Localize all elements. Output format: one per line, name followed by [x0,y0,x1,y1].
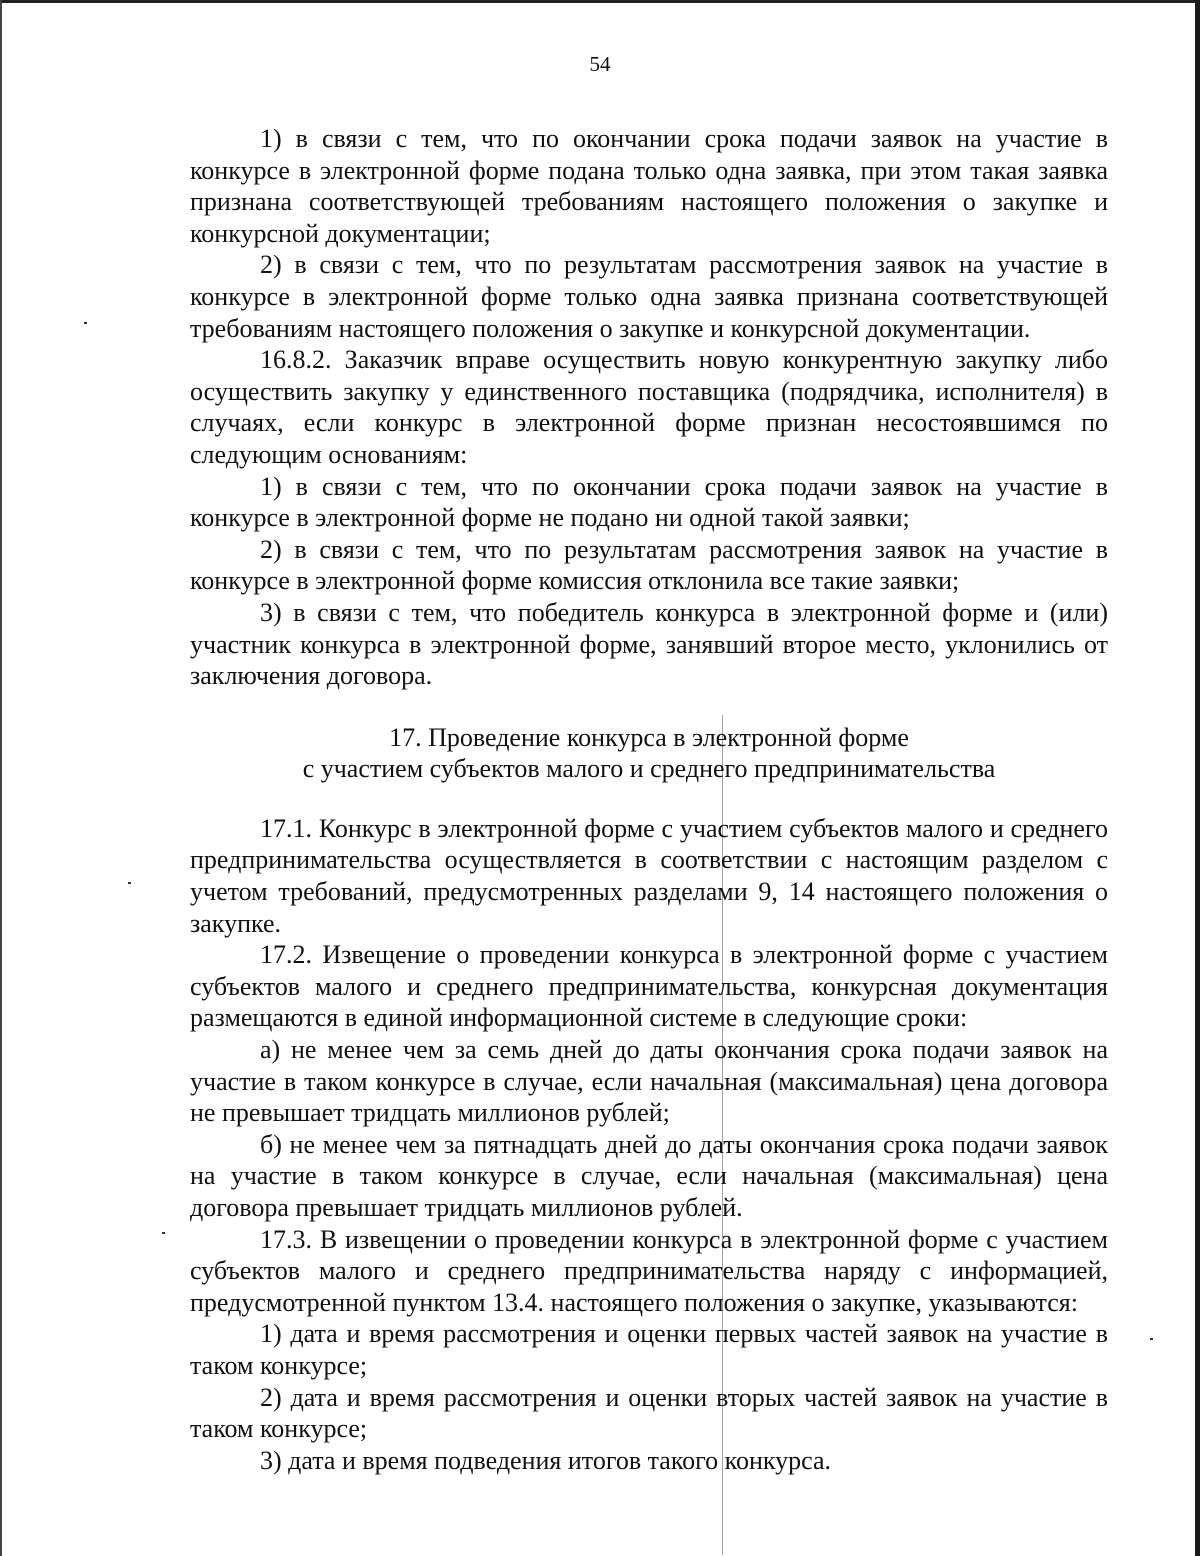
scan-speck [1150,1338,1153,1340]
paragraph: 2) в связи с тем, что по результатам рассмотрения заявок на участие в конкурсе в электронной форме только одна заявка признана соответствующей требованиям настоящего положения о закупке и конкурсной документации. [190,250,1108,343]
paragraph: 1) в связи с тем, что по окончании срока подачи заявок на участие в конкурсе в электронной форме подана только одна заявка, при этом такая заявка признана соответствующей требованиям настоящего положения о закупке и конкурсной документации; [190,124,1108,248]
page-number: 54 [589,52,611,76]
paragraph: 16.8.2. Заказчик вправе осуществить новую конкурентную закупку либо осуществить закупку у единственного поставщика (подрядчика, исполнителя) в случаях, если конкурс в электронной форме признан несостоявшимся по следующим основаниям: [190,345,1108,469]
paragraph: 2) в связи с тем, что по результатам рассмотрения заявок на участие в конкурсе в электронной форме комиссия отклонила все такие заявки; [190,534,1108,596]
paragraph: 1) в связи с тем, что по окончании срока подачи заявок на участие в конкурсе в электронной форме не подано ни одной такой заявки; [190,471,1108,533]
paragraph: 3) дата и время подведения итогов такого конкурса. [260,1445,832,1475]
scan-speck [162,1232,165,1234]
paragraph: б) не менее чем за пятнадцать дней до даты окончания срока подачи заявок на участие в таком конкурсе в случае, если начальная (максимальная) цена договора превышает тридцать миллионов рублей. [190,1129,1108,1222]
scan-border-top [0,0,1200,3]
scan-border-left [0,0,2,1556]
section-heading-line-1: 17. Проведение конкурса в электронной форме [389,722,909,752]
scan-border-right [1195,0,1200,1556]
paragraph: 2) дата и время рассмотрения и оценки вторых частей заявок на участие в таком конкурсе; [190,1382,1108,1444]
paragraph: 17.3. В извещении о проведении конкурса в электронной форме с участием субъектов малого и среднего предпринимательства наряду с информацией, предусмотренной пунктом 13.4. настоящего положения о закупке, указываются: [190,1224,1108,1317]
paragraph: 17.1. Конкурс в электронной форме с участием субъектов малого и среднего предпринимательства осуществляется в соответствии с настоящим разделом с учетом требований, предусмотренных разделами 9, 14 настоящего положения о закупке. [190,813,1108,938]
paragraph: 3) в связи с тем, что победитель конкурса в электронной форме и (или) участник конкурса в электронной форме, занявший второе место, уклонились от заключения договора. [190,597,1108,691]
paragraph: а) не менее чем за семь дней до даты окончания срока подачи заявок на участие в таком конкурсе в случае, если начальная (максимальная) цена договора не превышает тридцать миллионов рублей; [190,1035,1108,1128]
scan-speck [128,882,131,884]
document-body [190,123,1108,1476]
scan-speck [84,322,87,324]
section-heading-line-2: с участием субъектов малого и среднего предпринимательства [302,754,996,784]
paragraph: 1) дата и время рассмотрения и оценки первых частей заявок на участие в таком конкурсе; [190,1319,1108,1380]
paragraph: 17.2. Извещение о проведении конкурса в электронной форме с участием субъектов малого и среднего предпринимательства, конкурсная документация размещаются в единой информационной системе в следующие сроки: [190,940,1108,1033]
